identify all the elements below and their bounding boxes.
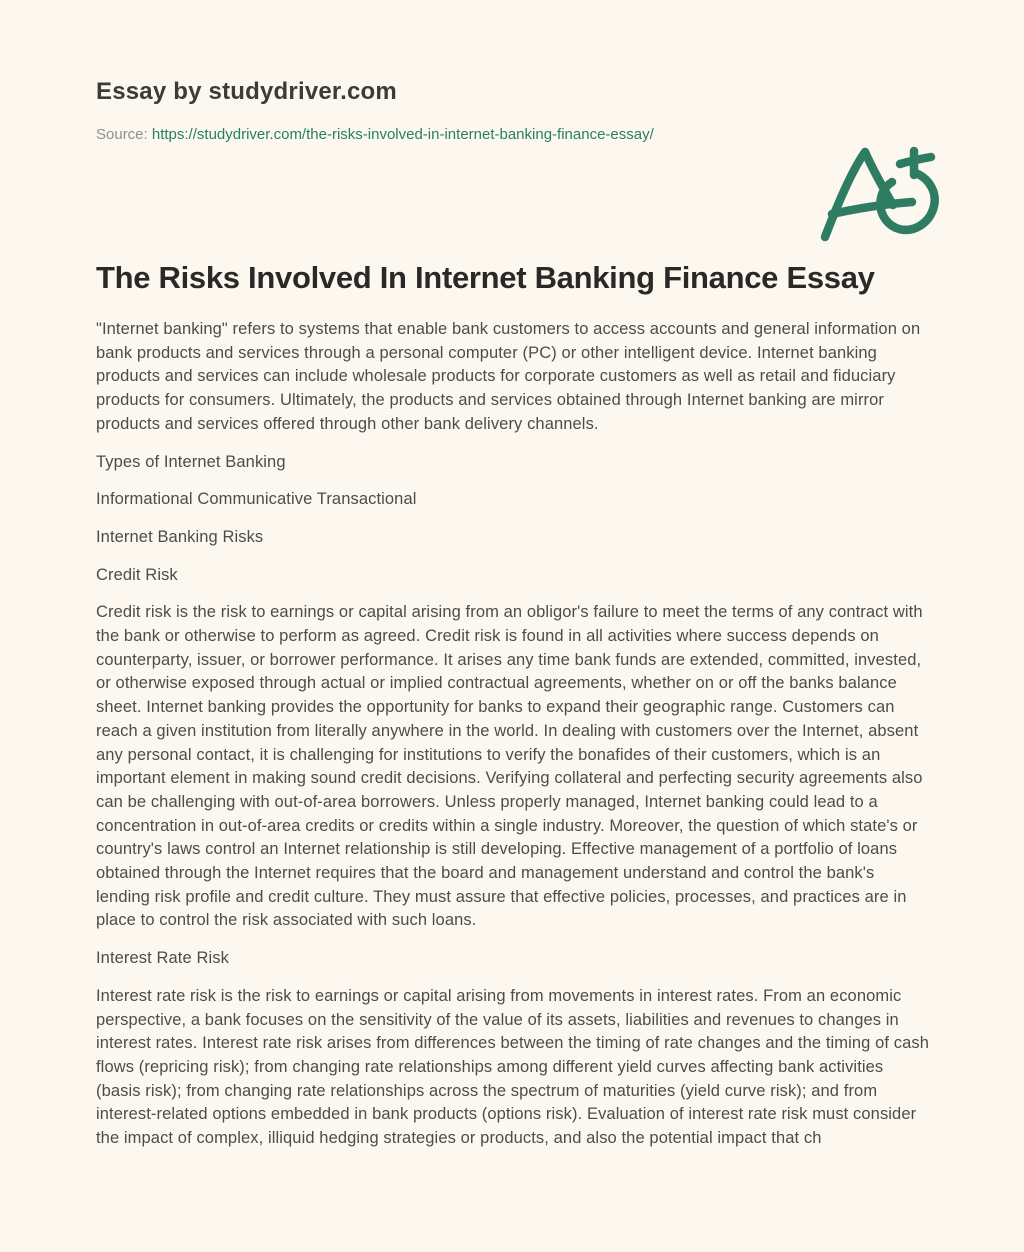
article-paragraph: Types of Internet Banking <box>96 452 286 471</box>
studydriver-logo <box>815 138 955 248</box>
article-paragraph: Credit Risk <box>96 565 178 584</box>
logo-a-crossbar <box>832 202 912 214</box>
source-line <box>96 126 930 143</box>
article-paragraph: Informational Communicative Transactional <box>96 490 417 509</box>
document-header <box>96 78 930 143</box>
article-paragraph: Interest rate risk is the risk to earnings or capital arising from movements in interest rates. From an economic perspective, a bank focuses on the sensitivity of the value of its assets, liabilities and revenues to changes in interest rates. Interest rate risk arises from differences between the timing of rate changes and the timing of cash flows (repricing risk); from changing rate relationships among different yield curves affecting bank activities (basis risk); from changing rate relationships across the spectrum of maturities (yield curve risk); and from interest-related options embedded in bank products (options risk). Evaluation of interest rate risk must consider the impact of complex, illiquid hedging strategies or products, and also the potential impact that ch <box>96 986 930 1148</box>
article-paragraph: "Internet banking" refers to systems that enable bank customers to access accounts and general information on bank products and services through a personal computer (PC) or other intelligent device. Internet banking products and services can include wholesale products for corporate customers as well as retail and fiduciary products for consumers. Ultimately, the products and services obtained through Internet banking are mirror products and services offered through other bank delivery channels. <box>96 320 921 433</box>
a-plus-icon <box>815 138 955 248</box>
article-paragraph: Credit risk is the risk to earnings or capital arising from an obligor's failure to meet the terms of any contract with the bank or otherwise to perform as agreed. Credit risk is found in all activities where success depends on counterparty, issuer, or borrower performance. It arises any time bank funds are extended, committed, invested, or otherwise exposed through actual or implied contractual agreements, whether on or off the banks balance sheet. Internet banking provides the opportunity for banks to expand their geographic range. Customers can reach a given institution from literally anywhere in the world. In dealing with customers over the Internet, absent any personal contact, it is challenging for institutions to verify the bonafides of their customers, which is an important element in making sound credit decisions. Verifying collateral and perfecting security agreements also can be challenging with out-of-area borrowers. Unless properly managed, Internet banking could lead to a concentration in out-of-area credits or credits within a single industry. Moreover, the question of which state's or country's laws control an Internet relationship is still developing. Effective management of a portfolio of loans obtained through the Internet requires that the board and management understand and control the bank's lending risk profile and credit culture. They must assure that effective policies, processes, and practices are in place to control the risk associated with such loans. <box>96 603 923 930</box>
source-label: Source: <box>96 126 148 143</box>
logo-plus-horizontal <box>900 157 931 164</box>
article-body <box>96 318 930 1151</box>
essay-page <box>0 78 1024 1151</box>
logo-a-left-leg <box>825 152 865 237</box>
article-paragraph: Internet Banking Risks <box>96 527 264 546</box>
article-paragraph: Interest Rate Risk <box>96 949 229 968</box>
article-title: The Risks Involved In Internet Banking Finance Essay <box>96 260 875 295</box>
source-url-link[interactable]: https://studydriver.com/the-risks-involved-in-internet-banking-finance-essay/ <box>151 126 654 143</box>
page-title: Essay by studydriver.com <box>96 78 397 105</box>
